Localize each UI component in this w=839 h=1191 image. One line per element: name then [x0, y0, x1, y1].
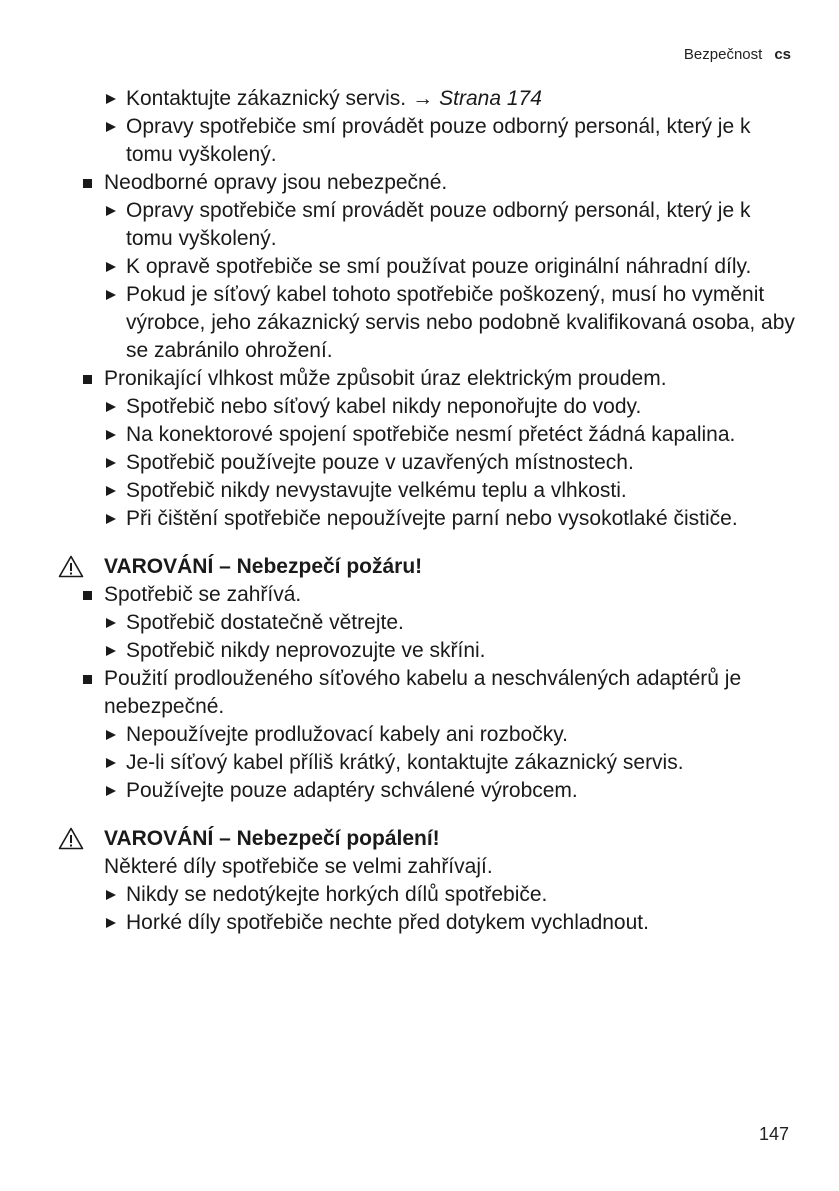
- list-item: K opravě spotřebiče se smí používat pouze originální náhradní díly.: [0, 253, 839, 281]
- list-item: Opravy spotřebiče smí provádět pouze odborný personál, který je k tomu vyškolený.: [0, 197, 839, 253]
- triangle-right-icon: [106, 402, 116, 412]
- triangle-right-icon: [106, 786, 116, 796]
- list-item: Spotřebič nikdy neprovozujte ve skříni.: [0, 637, 839, 665]
- list-item: Spotřebič nikdy nevystavujte velkému teplu a vlhkosti.: [0, 477, 839, 505]
- list-item: Při čištění spotřebiče nepoužívejte parní nebo vysokotlaké čističe.: [0, 505, 839, 533]
- triangle-right-icon: [106, 730, 116, 740]
- triangle-right-icon: [106, 758, 116, 768]
- arrow-right-icon: →: [412, 87, 434, 110]
- list-item: Používejte pouze adaptéry schválené výrobcem.: [0, 777, 839, 805]
- warning-burn-heading: VAROVÁNÍ – Nebezpečí popálení!: [0, 825, 839, 853]
- list-item: Kontaktujte zákaznický servis. → Strana 174: [0, 85, 839, 113]
- square-bullet-icon: [83, 375, 92, 384]
- triangle-right-icon: [106, 430, 116, 440]
- list-item: Použití prodlouženého síťového kabelu a neschválených adaptérů je nebezpečné.: [0, 665, 839, 721]
- list-item: Nikdy se nedotýkejte horkých dílů spotřebiče.: [0, 881, 839, 909]
- warning-fire-heading: VAROVÁNÍ – Nebezpečí požáru!: [0, 553, 839, 581]
- page-header: [684, 46, 791, 63]
- triangle-right-icon: [106, 486, 116, 496]
- list-item: Spotřebič se zahřívá.: [0, 581, 839, 609]
- page-number: 147: [758, 1124, 789, 1144]
- triangle-right-icon: [106, 206, 116, 216]
- warning-triangle-icon: [58, 555, 84, 578]
- list-item: Pronikající vlhkost může způsobit úraz elektrickým proudem.: [0, 365, 839, 393]
- triangle-right-icon: [106, 122, 116, 132]
- list-item: Spotřebič nebo síťový kabel nikdy neponořujte do vody.: [0, 393, 839, 421]
- list-item: Spotřebič používejte pouze v uzavřených místnostech.: [0, 449, 839, 477]
- list-item: Spotřebič dostatečně větrejte.: [0, 609, 839, 637]
- safety-content: [0, 85, 839, 937]
- triangle-right-icon: [106, 646, 116, 656]
- page-reference-link[interactable]: Strana 174: [439, 87, 542, 110]
- triangle-right-icon: [106, 618, 116, 628]
- triangle-right-icon: [106, 262, 116, 272]
- triangle-right-icon: [106, 918, 116, 928]
- list-item: Pokud je síťový kabel tohoto spotřebiče poškozený, musí ho vyměnit výrobce, jeho zákaznický servis nebo podobně kvalifikovaná osoba, aby se zabránilo ohrožení.: [0, 281, 839, 365]
- list-item: Horké díly spotřebiče nechte před dotykem vychladnout.: [0, 909, 839, 937]
- square-bullet-icon: [83, 591, 92, 600]
- triangle-right-icon: [106, 890, 116, 900]
- square-bullet-icon: [83, 675, 92, 684]
- warning-triangle-icon: [58, 827, 84, 850]
- triangle-right-icon: [106, 514, 116, 524]
- section-title: Bezpečnost: [683, 46, 763, 63]
- triangle-right-icon: [106, 290, 116, 300]
- square-bullet-icon: [83, 179, 92, 188]
- triangle-right-icon: [106, 458, 116, 468]
- list-item: Je-li síťový kabel příliš krátký, kontaktujte zákaznický servis.: [0, 749, 839, 777]
- language-code: cs: [774, 46, 791, 63]
- list-item: Na konektorové spojení spotřebiče nesmí přetéct žádná kapalina.: [0, 421, 839, 449]
- list-item: Opravy spotřebiče smí provádět pouze odborný personál, který je k tomu vyškolený.: [0, 113, 839, 169]
- triangle-right-icon: [106, 94, 116, 104]
- list-item: Nepoužívejte prodlužovací kabely ani rozbočky.: [0, 721, 839, 749]
- list-item: Neodborné opravy jsou nebezpečné.: [0, 169, 839, 197]
- warning-intro: Některé díly spotřebiče se velmi zahřívají.: [104, 855, 493, 878]
